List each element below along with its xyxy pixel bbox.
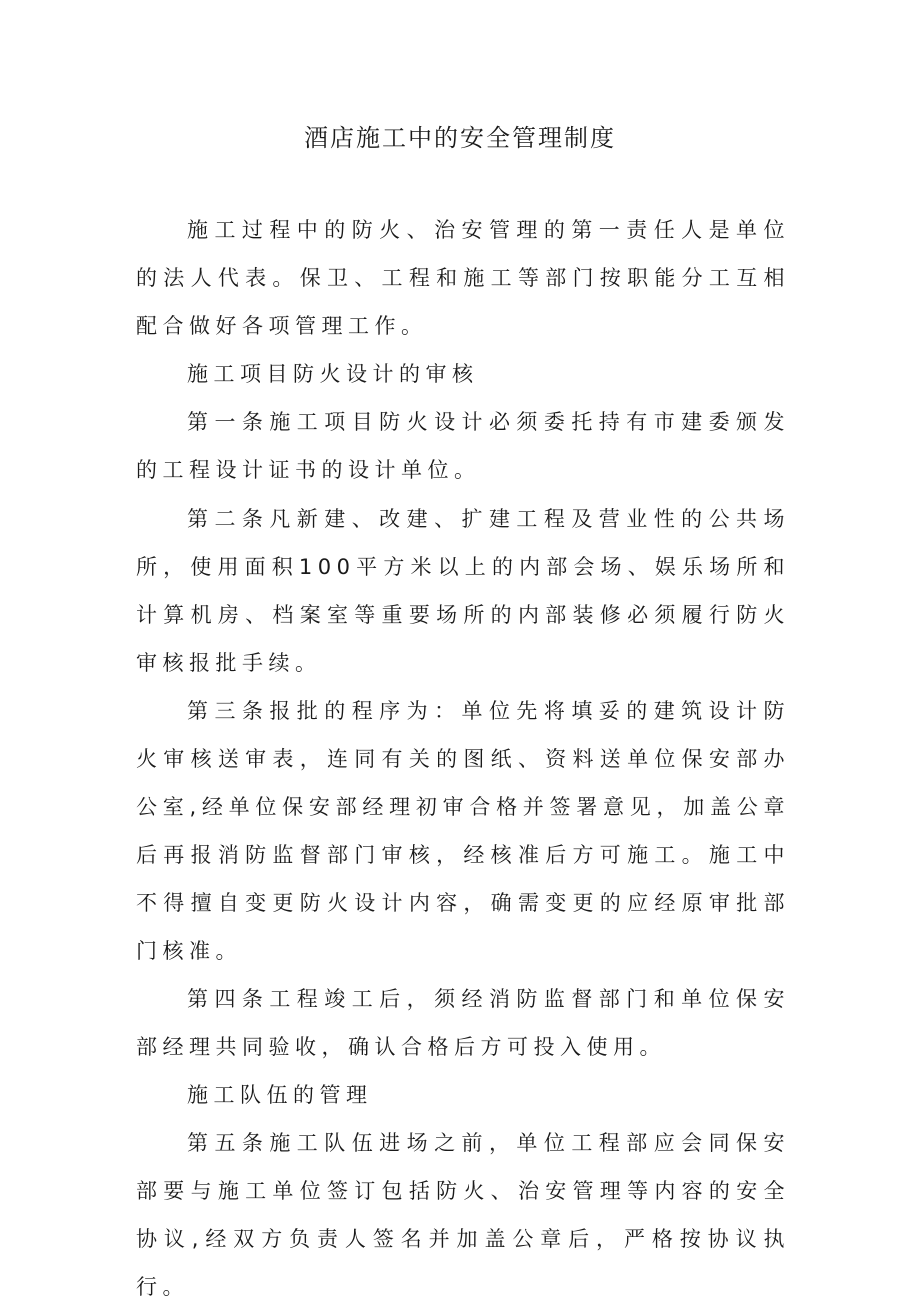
article-4: 第四条工程竣工后，须经消防监督部门和单位保安部经理共同验收，确认合格后方可投入使用。: [136, 986, 790, 1059]
article-3: 第三条报批的程序为：单位先将填妥的建筑设计防火审核送审表，连同有关的图纸、资料送单位保安部办公室,经单位保安部经理初审合格并签署意见，加盖公章后再报消防监督部门审核，经核准后方可施工。施工中不得擅自变更防火设计内容，确需变更的应经原审批部门核准。: [136, 698, 790, 963]
document-title: 酒店施工中的安全管理制度: [304, 124, 616, 152]
article-2: 第二条凡新建、改建、扩建工程及营业性的公共场所，使用面积100平方米以上的内部会场、娱乐场所和计算机房、档案室等重要场所的内部装修必须履行防火审核报批手续。: [136, 506, 790, 675]
article-5: 第五条施工队伍进场之前，单位工程部应会同保安部要与施工单位签订包括防火、治安管理等内容的安全协议,经双方负责人签名并加盖公章后，严格按协议执行。: [136, 1131, 790, 1300]
document-body: [136, 206, 790, 1311]
article-1: 第一条施工项目防火设计必须委托持有市建委颁发的工程设计证书的设计单位。: [136, 410, 790, 483]
paragraph-intro: 施工过程中的防火、治安管理的第一责任人是单位的法人代表。保卫、工程和施工等部门按职能分工互相配合做好各项管理工作。: [136, 218, 790, 338]
section-heading-team-management: 施工队伍的管理: [187, 1083, 373, 1108]
section-heading-fire-design-review: 施工项目防火设计的审核: [187, 362, 479, 387]
